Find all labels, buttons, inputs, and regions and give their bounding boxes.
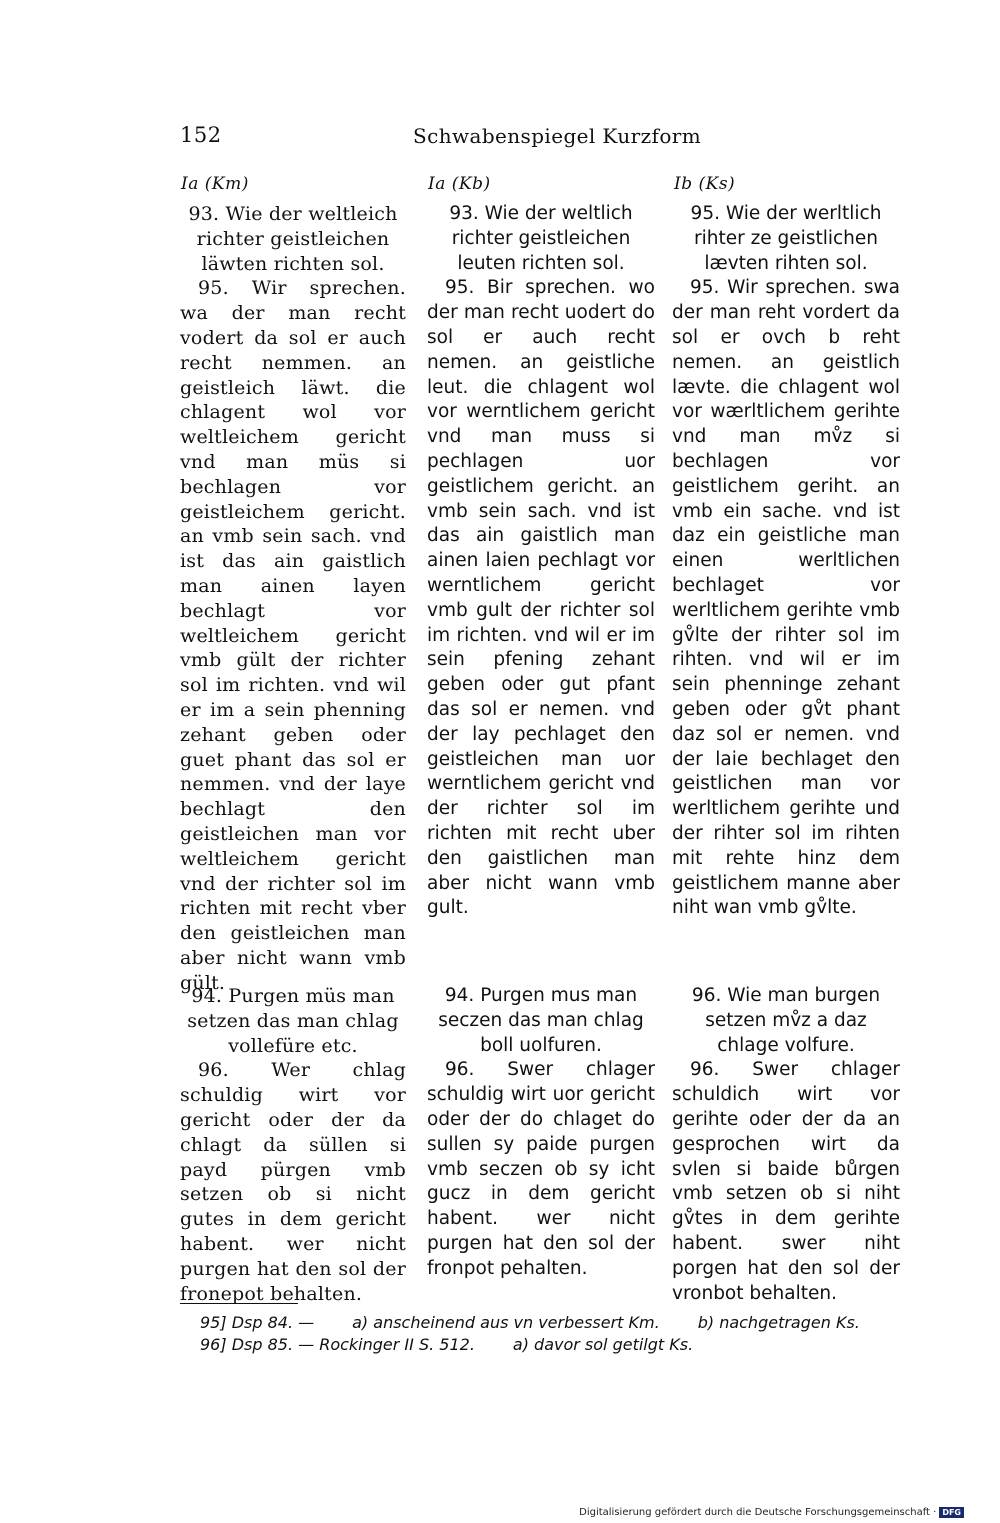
running-title: Schwabenspiegel Kurzform — [413, 124, 702, 148]
chapter-text: 96. Swer chlager schuldig wirt uor gericht oder der do chlaget do sullen sy paide purgen vmb seczen ob sy icht gucz in dem gericht habent. wer nicht purgen hat den sol der fronpot pehalten. — [427, 1059, 655, 1279]
chapter-text: 95. Bir sprechen. wo der man recht uodert do sol er auch recht nemen. an geistliche leut. die chlagent wol vor werntlichem gericht vnd man muss si pechlagen uor geistlichem gericht. an vmb sein sach. vnd ist das ain gaistlich man ainen laien pechlagt vor werntlichem gericht vmb gult der richter sol im richten. vnd wil er im sein pfening zehant geben oder gut pfant das sol er nemen. vnd der lay pechlaget den geistleichen man uor werntlichem gericht vnd der richter sol im richten mit recht uber den gaistlichen man aber nicht wann vmb gult. — [427, 277, 655, 919]
chapter-text: 96. Swer chlager schuldich wirt vor gerihte oder der da an gesprochen wirt da svlen si baide bůrgen vmb setzen ob si niht gv̊tes in dem gerihte habent. swer niht porgen hat den sol der vronbot behalten. — [672, 1059, 900, 1304]
page-number: 152 — [180, 123, 222, 147]
chapter-text: 96. Wer chlag schuldig wirt vor gericht oder der da chlagt da süllen si payd pürgen vmb setzen ob si nicht gutes in dem gericht habent. wer nicht purgen hat den sol der fronepot behalten. — [180, 1059, 406, 1305]
chapter-heading: 94. Purgen müs man setzen das man chlag vollefüre etc. — [187, 985, 399, 1057]
chapter-text: 95. Wir sprechen. swa der man reht vordert da sol er ovch b reht nemen. an geistlich lævte. die chlagent wol vor wærltlichem gerihte vnd man mv̊z si bechlagen vor geistlichem geriht. an vmb ein sache. vnd ist daz ein geistliche man einen werltlichen bechlaget vor werltlichem gerihte vmb gv̊lte der rihter sol im rihten. vnd wil er im sein phenninge zehant geben oder gv̊t phant daz sol er nemen. vnd der laie bechlaget den geistlichen man vor werltlichem gerihte und der rihter sol im rihten mit rehte hinz dem geistlichem manne aber niht wan vmb gv̊lte. — [672, 277, 900, 919]
footnote-note: b) nachgetragen Ks. — [697, 1313, 860, 1332]
chapter-heading: 93. Wie der weltleich richter geistleichen läwten richten sol. — [188, 203, 398, 275]
chapter-heading: 95. Wie der werltlich rihter ze geistlichen lævten rihten sol. — [690, 203, 882, 274]
column-label-km: Ia (Km) — [181, 174, 249, 194]
chapter-heading: 93. Wie der weltlich richter geistleichen leuten richten sol. — [449, 203, 633, 274]
chapter-text: 95. Wir sprechen. wa der man recht vodert da sol er auch recht nemmen. an geistleich läwt. die chlagent wol vor weltleichem gericht vnd man müs si bechlagen vor geistleichem gericht. an vmb sein sach. vnd ist das ain gaistlich man ainen layen bechlagt vor weltleichem gericht vmb gült der richter sol im richten. vnd wil er im a sein phenning zehant geben oder guet phant das sol er nemmen. vnd der laye bechlagt den geistleichen man vor weltleichem gericht vnd der richter sol im richten mit recht vber den geistleichen man aber nicht wann vmb gült. — [180, 277, 406, 994]
column-ks-top — [672, 202, 900, 921]
column-ks-bottom — [672, 984, 900, 1306]
digitization-credit — [579, 1507, 964, 1518]
credit-text: Digitalisierung gefördert durch die Deutsche Forschungsgemeinschaft · — [579, 1507, 937, 1518]
chapter-heading: 96. Wie man burgen setzen mv̊z a daz chlage volfure. — [691, 985, 881, 1056]
footnote-96 — [180, 1334, 900, 1356]
chapter-heading: 94. Purgen mus man seczen das man chlag boll uolfuren. — [438, 985, 644, 1056]
footnote-ref: 95] Dsp 84. — — [200, 1313, 315, 1332]
footnote-rule — [180, 1303, 298, 1304]
dfg-logo: DFG — [939, 1507, 964, 1518]
footnotes — [180, 1312, 900, 1356]
column-kb-bottom — [427, 984, 655, 1282]
column-km-bottom — [180, 984, 406, 1306]
footnote-note: a) anscheinend aus vn verbessert Km. — [352, 1313, 660, 1332]
column-kb-top — [427, 202, 655, 921]
footnote-note: a) davor sol getilgt Ks. — [512, 1335, 694, 1354]
column-label-kb: Ia (Kb) — [428, 174, 491, 194]
column-km-top — [180, 202, 406, 996]
footnote-ref: 96] Dsp 85. — Rockinger II S. 512. — [200, 1335, 475, 1354]
column-label-ks: Ib (Ks) — [674, 174, 736, 194]
footnote-95 — [180, 1312, 900, 1334]
